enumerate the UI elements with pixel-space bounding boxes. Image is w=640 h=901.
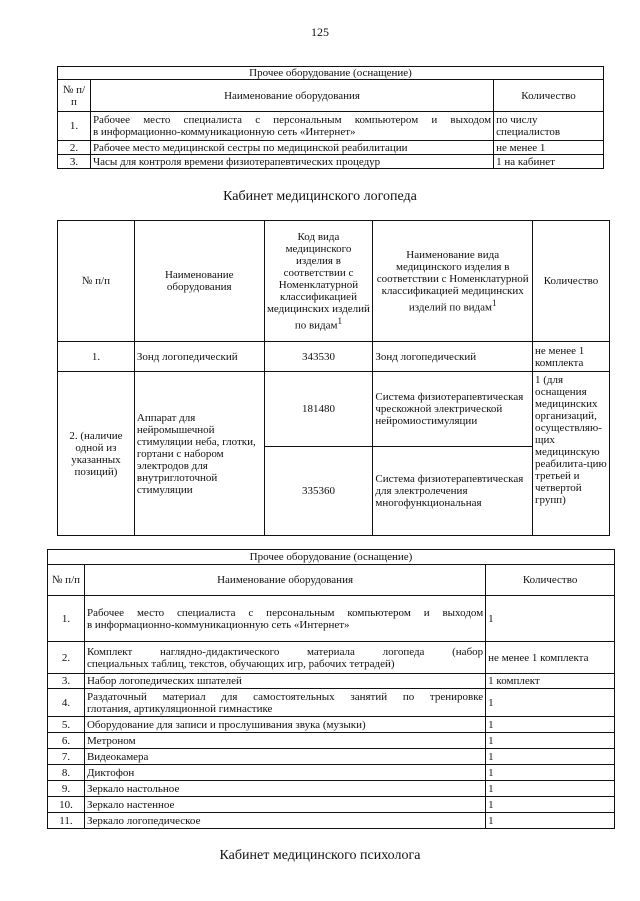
row-num: 6. (48, 733, 85, 749)
row-qty-line: по числу (496, 114, 538, 126)
row-type: Система физиотерапевтическая чрескожной электрической нейромиостимуляции (373, 372, 533, 447)
table-row (48, 813, 615, 829)
column-header-code (264, 221, 373, 342)
row-num: 11. (48, 813, 85, 829)
row-num: 2. (48, 642, 85, 674)
row-qty: 1 (486, 797, 615, 813)
other-equipment-table-1 (57, 66, 604, 169)
column-header-code-text: Код вида медицинского изделия в соответствии с Номенклатурной классификацией медицинских изделий по видам (266, 230, 370, 332)
table-row (48, 733, 615, 749)
other-equipment-table-2 (47, 549, 615, 829)
row-qty-line: комплекта (535, 356, 584, 369)
table-row (48, 674, 615, 689)
row-qty: 1 (486, 749, 615, 765)
footnote-mark: 1 (492, 297, 497, 308)
row-name (90, 112, 493, 141)
row-name (84, 689, 485, 717)
row-num: 4. (48, 689, 85, 717)
table-row (58, 141, 604, 155)
row-name: Набор логопедических шпателей (84, 674, 485, 689)
row-qty: 1 (486, 733, 615, 749)
row-qty: 1 (486, 596, 615, 642)
row-num: 8. (48, 765, 85, 781)
row-qty: 1 (486, 689, 615, 717)
row-qty: 1 комплект (486, 674, 615, 689)
row-num: 10. (48, 797, 85, 813)
row-name-line: Комплект наглядно-дидактического материала логопеда (набор (86, 645, 484, 658)
row-name: Зеркало настольное (84, 781, 485, 797)
column-header-num: № п/п (58, 221, 135, 342)
row-code: 343530 (264, 342, 373, 372)
row-qty: 1 (для оснащения медицинских организаций, осуществляю-щих медицинскую реабилита-цию третьей и четвертой групп) (533, 372, 610, 536)
row-name: Часы для контроля времени физиотерапевтических процедур (90, 155, 493, 169)
row-name: Рабочее место медицинской сестры по медицинской реабилитации (90, 141, 493, 155)
column-header-qty: Количество (494, 80, 604, 112)
row-name-line: Раздаточный материал для самостоятельных занятий по тренировке (86, 690, 484, 703)
row-qty (533, 342, 610, 372)
row-num: 2. (наличие одной из указанных позиций) (58, 372, 135, 536)
column-header-qty: Количество (533, 221, 610, 342)
row-num: 3. (48, 674, 85, 689)
row-qty-line: специалистов (496, 126, 561, 138)
table-caption: Прочее оборудование (оснащение) (48, 550, 615, 565)
row-num: 2. (58, 141, 91, 155)
row-name-line: глотания, артикуляционной гимнастике (86, 702, 273, 715)
column-header-num: № п/п (48, 565, 85, 596)
row-name: Оборудование для записи и прослушивания звука (музыки) (84, 717, 485, 733)
table-row (58, 155, 604, 169)
column-header-type (373, 221, 533, 342)
row-num: 9. (48, 781, 85, 797)
column-header-type-text: Наименование вида медицинского изделия в соответствии с Номенклатурной классификацией медицинских изделий по видам (376, 248, 529, 314)
row-num: 1. (58, 342, 135, 372)
table-row (48, 596, 615, 642)
table-caption: Прочее оборудование (оснащение) (58, 67, 604, 80)
row-name-line: в информационно-коммуникационную сеть «Интернет» (92, 126, 356, 138)
row-qty: не менее 1 (494, 141, 604, 155)
row-qty: 1 (486, 717, 615, 733)
table-row (48, 781, 615, 797)
row-num: 3. (58, 155, 91, 169)
row-name-line: в информационно-коммуникационную сеть «Интернет» (86, 618, 350, 631)
row-name: Аппарат для нейромышечной стимуляции неба, глотки, гортани с набором электродов для внутриглоточной стимуляции (134, 372, 264, 536)
row-type: Зонд логопедический (373, 342, 533, 372)
row-name (84, 596, 485, 642)
section-title-psychologist: Кабинет медицинского психолога (219, 848, 421, 863)
row-num: 1. (48, 596, 85, 642)
row-qty: 1 на кабинет (494, 155, 604, 169)
table-row (48, 797, 615, 813)
row-name-line: специальных таблиц, текстов, обучающих игр, рабочих тетрадей) (86, 657, 395, 670)
section-title-speech-therapist: Кабинет медицинского логопеда (223, 189, 417, 204)
row-name: Метроном (84, 733, 485, 749)
row-name: Зонд логопедический (134, 342, 264, 372)
row-qty: 1 (486, 781, 615, 797)
row-name (84, 642, 485, 674)
row-name: Видеокамера (84, 749, 485, 765)
row-code: 335360 (264, 447, 373, 536)
row-code: 181480 (264, 372, 373, 447)
table-row (48, 765, 615, 781)
column-header-name: Наименование оборудования (90, 80, 493, 112)
row-qty (494, 112, 604, 141)
table-row (58, 112, 604, 141)
row-qty-line: не менее 1 (535, 344, 585, 357)
table-row (48, 642, 615, 674)
row-type: Система физиотерапевтическая для электролечения многофункциональная (373, 447, 533, 536)
row-name: Диктофон (84, 765, 485, 781)
table-row (48, 689, 615, 717)
table-row (48, 717, 615, 733)
column-header-name: Наименование оборудования (134, 221, 264, 342)
column-header-name: Наименование оборудования (84, 565, 485, 596)
footnote-mark: 1 (337, 315, 343, 326)
row-num: 1. (58, 112, 91, 141)
row-qty: 1 (486, 813, 615, 829)
row-name: Зеркало настенное (84, 797, 485, 813)
row-name-line: Рабочее место специалиста с персональным компьютером и выходом (92, 114, 492, 126)
column-header-qty: Количество (486, 565, 615, 596)
speech-therapist-equipment-table (57, 220, 610, 536)
column-header-num: № п/п (58, 80, 91, 112)
row-num: 5. (48, 717, 85, 733)
table-row (58, 372, 610, 447)
row-qty: не менее 1 комплекта (486, 642, 615, 674)
row-name: Зеркало логопедическое (84, 813, 485, 829)
row-num: 7. (48, 749, 85, 765)
row-name-line: Рабочее место специалиста с персональным компьютером и выходом (86, 606, 484, 619)
page-number: 125 (311, 25, 329, 39)
row-qty: 1 (486, 765, 615, 781)
table-row (58, 342, 610, 372)
table-row (48, 749, 615, 765)
